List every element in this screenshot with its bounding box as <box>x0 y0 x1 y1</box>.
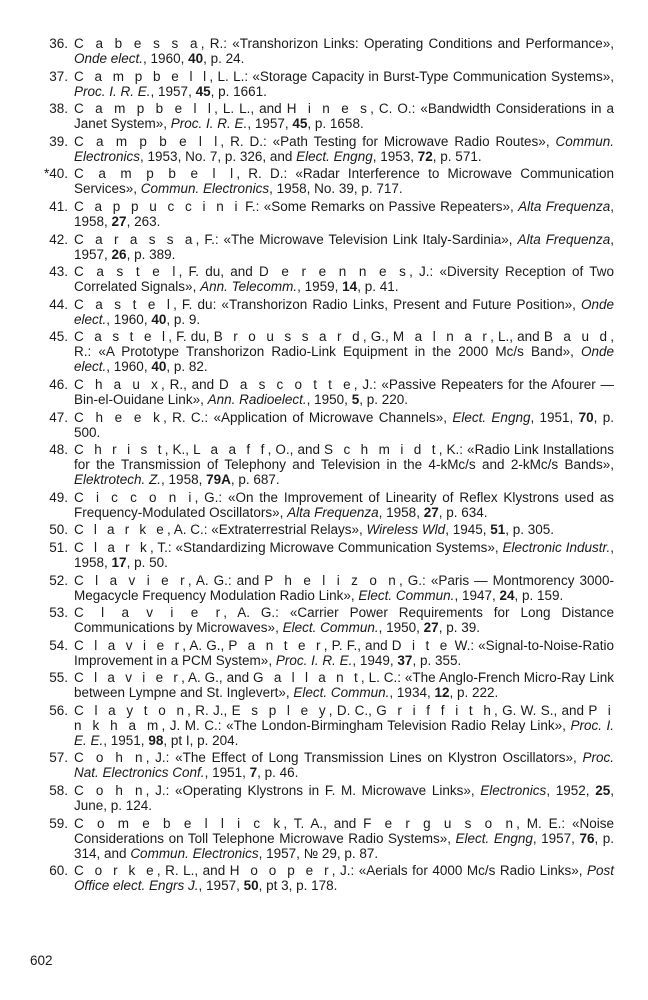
reference-author: C a r a s s a <box>74 231 196 247</box>
reference-volume: 26 <box>111 246 127 262</box>
reference-author: S c h m i d t <box>324 442 439 458</box>
reference-segment: , R. D.: «Radar Interference to Microwave Communication Services», <box>74 166 615 197</box>
reference-author: C l a v i e r <box>74 670 182 686</box>
reference-segment: , 1960, <box>106 311 152 327</box>
reference-segment: , L. C.: «The Anglo-French Micro-Ray Link between Lympne and St. Inglevert», <box>74 670 614 701</box>
reference-segment: , D. C., <box>328 702 377 718</box>
reference-number: 53. <box>49 605 68 621</box>
reference-volume: 5 <box>351 391 360 407</box>
reference-number: 47. <box>49 409 68 425</box>
reference-journal: Proc. I. R. E. <box>275 652 353 668</box>
reference-segment: , 263. <box>126 213 161 229</box>
reference-author: H i n e s <box>286 101 371 117</box>
reference-number: 38. <box>49 101 68 117</box>
reference-number: 51. <box>49 539 68 555</box>
reference-segment: , R. J., <box>187 702 232 718</box>
reference-segment: , F. du: «Transhorizon Radio Links, Present and Future Position», <box>173 296 581 312</box>
reference-segment: , C. O.: «Bandwidth Considerations in a Janet System», <box>74 101 614 132</box>
reference-segment: , p. 9. <box>166 311 201 327</box>
reference-number: 37. <box>49 68 68 84</box>
page-number: 602 <box>30 953 53 968</box>
reference-volume: 72 <box>417 148 433 164</box>
reference-segment: , J. M. C.: «The London-Birmingham Television Radio Relay Link», <box>161 717 571 733</box>
reference-segment: , L., and <box>490 329 544 345</box>
reference-number: 52. <box>49 572 68 588</box>
reference-segment: , 1958, <box>74 539 614 570</box>
reference-text <box>74 490 614 520</box>
reference-segment: , 1957, <box>247 116 293 132</box>
reference-volume: 27 <box>111 213 127 229</box>
reference-segment: , p. 634. <box>438 504 488 520</box>
reference-segment: , p. 355. <box>412 652 462 668</box>
reference-author: C a s t e l <box>74 296 174 312</box>
reference-journal: Electronics <box>480 783 547 799</box>
reference-segment: , 1952, <box>546 783 596 799</box>
reference-segment: , p. 24. <box>203 51 245 66</box>
reference-segment: , R.: «Transhorizon Links: Operating Conditions and Performance», <box>200 36 614 51</box>
reference-entry <box>24 490 614 520</box>
reference-segment: , p. 46. <box>257 765 299 781</box>
reference-text <box>74 816 614 861</box>
reference-text <box>74 166 614 196</box>
reference-segment: , 1951, <box>530 409 579 425</box>
reference-author: B r o u s s a r d <box>213 329 363 345</box>
reference-segment: , 1960, <box>143 51 189 66</box>
reference-text <box>74 573 614 603</box>
reference-journal: Proc. I. R. E. <box>74 83 151 99</box>
reference-author: C a p p u c c i n i <box>74 198 241 214</box>
reference-segment: , p. 222. <box>449 685 499 701</box>
reference-segment: , L. L., and <box>214 101 287 117</box>
reference-number: 56. <box>49 702 68 718</box>
reference-segment: , A. C.: «Extraterrestrial Relays», <box>166 522 367 538</box>
reference-segment: , G., <box>362 329 393 345</box>
reference-segment: , p. 82. <box>166 359 208 375</box>
reference-segment: , K., <box>164 442 194 458</box>
reference-journal: Wireless Wld <box>366 522 446 538</box>
reference-segment: , p. 305. <box>505 522 555 538</box>
reference-journal: Ann. Telecomm. <box>200 279 298 295</box>
reference-journal: Onde elect. <box>74 51 144 66</box>
reference-segment: , 1945, <box>445 522 491 538</box>
reference-segment: , A. G.: «Carrier Power Requirements for Long Distance Communications by Microwaves», <box>74 605 614 636</box>
reference-segment: , T.: «Standardizing Microwave Communication Systems», <box>149 539 503 555</box>
reference-volume: 51 <box>490 522 506 538</box>
reference-segment: , 1934, <box>389 685 435 701</box>
reference-journal: Elect. Engng <box>452 409 531 425</box>
reference-volume: 45 <box>292 116 308 132</box>
reference-text <box>74 297 614 327</box>
reference-segment: , June, p. 124. <box>74 783 614 814</box>
reference-segment: , 1958, No. 39, p. 717. <box>269 181 403 197</box>
reference-entry <box>24 134 614 164</box>
reference-text <box>74 264 614 294</box>
reference-list <box>24 36 614 896</box>
reference-entry <box>24 522 614 537</box>
reference-entry <box>24 329 614 374</box>
reference-segment: , L. L.: «Storage Capacity in Burst-Type Communication Systems», <box>209 68 614 84</box>
reference-segment: , pt I, p. 204. <box>163 732 239 748</box>
reference-entry <box>24 199 614 229</box>
reference-segment: , p. 39. <box>438 620 480 636</box>
reference-text <box>74 101 614 131</box>
reference-segment: , K.: «Radio Link Installations for the Transmission of Telephony and Television in the 4-kMc/s and 2-kMc/s Bands», <box>74 442 614 473</box>
reference-volume: 50 <box>243 878 259 894</box>
reference-segment: , 1951, <box>103 732 149 748</box>
reference-segment: , 1958, <box>161 472 207 488</box>
reference-segment: , p. 314, and <box>74 830 614 861</box>
reference-text <box>74 69 614 99</box>
reference-segment: , p. 220. <box>359 391 408 407</box>
reference-segment: , R. L., and <box>156 863 230 879</box>
reference-number: 55. <box>49 670 68 686</box>
reference-author: L a a f f <box>193 442 268 458</box>
reference-segment: , F.: «The Microwave Television Link Italy-Sardinia», <box>195 231 518 247</box>
reference-segment: , J.: «Operating Klystrons in F. M. Microwave Links», <box>145 783 481 799</box>
reference-journal: Alta Frequenza <box>517 231 611 247</box>
reference-author: D i t e <box>391 637 451 653</box>
reference-journal: Alta Frequenza <box>518 198 611 214</box>
reference-segment: , G.: «Paris — Montmorency 3000-Megacycle Frequency Modulation Radio Link», <box>74 572 615 603</box>
reference-segment: , R. C.: «Application of Microwave Channels», <box>163 409 453 425</box>
reference-author: P a n t e r <box>228 637 324 653</box>
reference-journal: Onde elect. <box>74 344 614 375</box>
reference-author: P i n k h a m <box>74 702 614 733</box>
reference-entry <box>24 750 614 780</box>
reference-segment: , T. A., and <box>283 815 364 831</box>
reference-volume: 14 <box>342 279 358 295</box>
reference-segment: , p. 1658. <box>307 116 364 132</box>
reference-segment: , 1950, <box>306 391 352 407</box>
reference-text <box>74 783 614 813</box>
reference-entry <box>24 442 614 487</box>
reference-volume: 40 <box>151 359 167 375</box>
reference-segment: , p. 159. <box>514 587 564 603</box>
reference-entry <box>24 377 614 407</box>
reference-segment: , 1957, <box>532 830 580 846</box>
reference-segment: , 1953, <box>372 148 418 164</box>
reference-author: C h e e k <box>74 409 164 425</box>
reference-author: C o m e b e l l i c k <box>74 815 284 831</box>
reference-journal: Elect. Commun. <box>293 685 390 701</box>
reference-entry <box>24 703 614 748</box>
reference-text <box>74 522 614 537</box>
reference-volume: 27 <box>423 504 439 520</box>
reference-journal: Elect. Commun. <box>358 587 455 603</box>
reference-segment: , pt 3, p. 178. <box>258 878 338 894</box>
reference-author: C o h n <box>74 750 146 766</box>
reference-number: 39. <box>49 133 68 149</box>
reference-volume: 40 <box>151 311 167 327</box>
reference-segment: W.: «Signal-to-Noise-Ratio Improvement in a PCM System», <box>74 637 614 668</box>
reference-number: 60. <box>49 863 68 879</box>
reference-segment: , F. du, <box>168 329 214 345</box>
reference-author: C h a u x <box>74 376 162 392</box>
reference-author: E s p l e y <box>231 702 329 718</box>
reference-volume: 25 <box>595 783 611 799</box>
reference-author: C l a y t o n <box>74 702 188 718</box>
reference-author: H o o p e r <box>229 863 332 879</box>
reference-volume: 7 <box>249 765 258 781</box>
reference-number: 58. <box>49 783 68 799</box>
reference-entry <box>24 783 614 813</box>
reference-segment: , 1958, <box>378 504 424 520</box>
reference-segment: , p. 1661. <box>210 83 267 99</box>
reference-entry <box>24 69 614 99</box>
reference-segment: , A. G., and <box>181 670 254 686</box>
reference-text <box>74 605 614 635</box>
reference-text <box>74 329 614 374</box>
reference-segment: , P. F., and <box>323 637 392 653</box>
reference-segment: , 1957, <box>74 231 614 262</box>
reference-number: 48. <box>49 442 68 458</box>
reference-entry <box>24 638 614 668</box>
reference-author: C o r k e <box>74 863 157 879</box>
reference-number: 45. <box>49 329 68 345</box>
reference-segment: , J.: «Passive Repeaters for the Afourer — Bin-el-Ouidane Link», <box>74 376 614 407</box>
reference-number: 41. <box>49 198 68 214</box>
reference-number: 43. <box>49 264 68 280</box>
reference-segment: , 1957, <box>198 878 244 894</box>
reference-entry <box>24 297 614 327</box>
reference-segment: , R.: «A Prototype Transhorizon Radio-Link Equipment in the 2000 Mc/s Band», <box>74 329 614 360</box>
reference-author: C a m p b e l l <box>74 166 237 182</box>
reference-text <box>74 750 614 780</box>
reference-number: 59. <box>49 815 68 831</box>
reference-number: *40. <box>43 166 68 182</box>
reference-journal: Post Office elect. Engrs J. <box>74 863 614 894</box>
reference-text <box>74 199 614 229</box>
reference-segment: , 1950, <box>378 620 424 636</box>
reference-segment: , p. 50. <box>126 554 168 570</box>
reference-volume: 76 <box>579 830 595 846</box>
reference-volume: 40 <box>188 51 204 66</box>
reference-segment: , p. 389. <box>126 246 176 262</box>
reference-author: C a m p b e l l <box>74 133 221 149</box>
reference-text <box>74 540 614 570</box>
reference-volume: 27 <box>423 620 439 636</box>
reference-author: C l a v i e r <box>74 637 183 653</box>
reference-segment: , p. 500. <box>74 409 614 440</box>
reference-segment: , A. G.: and <box>187 572 265 588</box>
reference-volume: 98 <box>148 732 164 748</box>
reference-segment: , R., and <box>161 376 219 392</box>
reference-author: C a s t e l <box>74 264 179 280</box>
reference-author: D a s c o t t e <box>218 376 354 392</box>
reference-volume: 70 <box>578 409 594 425</box>
reference-journal: Electronic Industr. <box>502 539 611 555</box>
reference-entry <box>24 166 614 196</box>
reference-text <box>74 670 614 700</box>
reference-volume: 24 <box>499 587 515 603</box>
reference-author: F e r g u s o n <box>363 815 517 831</box>
reference-volume: 37 <box>397 652 413 668</box>
reference-journal: Elektrotech. Z. <box>74 472 162 488</box>
reference-number: 50. <box>49 522 68 538</box>
reference-segment: , 1953, No. 7, p. 326, and <box>140 148 297 164</box>
reference-author: C a m p b e l l <box>74 101 215 117</box>
reference-journal: Elect. Commun. <box>282 620 379 636</box>
reference-text <box>74 703 614 748</box>
reference-entry <box>24 101 614 131</box>
reference-author: G a l l a n t <box>253 670 361 686</box>
reference-segment: , 1957, № 29, p. 87. <box>258 845 379 861</box>
reference-segment: , 1960, <box>106 359 152 375</box>
reference-journal: Commun. Electronics <box>140 181 270 197</box>
reference-segment: , G.: «On the Improvement of Linearity of Reflex Klystrons used as Frequency-Modulated Oscillators», <box>74 489 615 520</box>
reference-segment: , 1958, <box>74 198 614 229</box>
reference-segment: , 1951, <box>204 765 250 781</box>
reference-author: C l a v i e r <box>74 605 224 621</box>
reference-number: 42. <box>49 231 68 247</box>
reference-segment: , p. 41. <box>357 279 399 295</box>
reference-author: P h e l i z o n <box>264 572 400 588</box>
reference-number: 44. <box>49 296 68 312</box>
reference-number: 36. <box>49 36 68 51</box>
reference-entry <box>24 264 614 294</box>
reference-segment: , G. W. S., and <box>494 702 589 718</box>
reference-number: 46. <box>49 376 68 392</box>
reference-volume: 45 <box>195 83 211 99</box>
reference-volume: 79A <box>206 472 231 488</box>
reference-segment: , O., and <box>267 442 325 458</box>
reference-entry <box>24 863 614 893</box>
reference-segment: , J.: «Aerials for 4000 Mc/s Radio Links», <box>331 863 587 879</box>
reference-segment: , F. du, and <box>178 264 259 280</box>
reference-journal: Commun. Electronics <box>74 133 614 164</box>
reference-text <box>74 638 614 668</box>
reference-entry <box>24 410 614 440</box>
reference-text <box>74 442 614 487</box>
reference-journal: Ann. Radioelect. <box>207 391 307 407</box>
reference-entry <box>24 605 614 635</box>
reference-author: C o h n <box>74 783 146 799</box>
reference-segment: , J.: «Diversity Reception of Two Correlated Signals», <box>74 264 614 295</box>
reference-journal: Elect. Engng <box>296 148 373 164</box>
reference-author: D e r e n n e s <box>258 264 410 280</box>
reference-author: C a s t e l <box>74 329 169 345</box>
reference-text <box>74 36 614 66</box>
reference-author: C h r i s t <box>74 442 165 458</box>
reference-segment: , 1959, <box>297 279 343 295</box>
reference-author: C l a v i e r <box>74 572 188 588</box>
reference-number: 54. <box>49 637 68 653</box>
reference-entry <box>24 670 614 700</box>
reference-author: C i c c o n i <box>74 489 195 505</box>
reference-journal: Elect. Engng <box>455 830 533 846</box>
reference-segment: , 1957, <box>150 83 196 99</box>
reference-author: B a u d <box>543 329 611 345</box>
reference-author: C l a r k <box>74 539 150 555</box>
reference-entry <box>24 232 614 262</box>
reference-text <box>74 134 614 164</box>
reference-journal: Proc. I. E. E. <box>74 717 614 748</box>
reference-segment: , M. E.: «Noise Considerations on Toll Telephone Microwave Radio Systems», <box>74 815 615 846</box>
reference-volume: 17 <box>111 554 127 570</box>
reference-segment: , p. 571. <box>432 148 482 164</box>
reference-journal: Onde elect. <box>74 296 614 327</box>
reference-number: 49. <box>49 489 68 505</box>
reference-author: C a b e s s a <box>74 36 201 51</box>
reference-number: 57. <box>49 750 68 766</box>
reference-journal: Proc. Nat. Electronics Conf. <box>74 750 614 781</box>
reference-segment: , p. 687. <box>230 472 280 488</box>
reference-segment: , J.: «The Effect of Long Transmission Lines on Klystron Oscillators», <box>145 750 583 766</box>
reference-text <box>74 232 614 262</box>
reference-segment: , A. G., <box>182 637 229 653</box>
reference-author: C l a r k e <box>74 522 167 538</box>
reference-segment: , 1949, <box>352 652 398 668</box>
reference-segment: , 1947, <box>454 587 500 603</box>
reference-text <box>74 410 614 440</box>
reference-journal: Proc. I. R. E. <box>170 116 248 132</box>
reference-segment: F.: «Some Remarks on Passive Repeaters», <box>240 198 519 214</box>
reference-author: M a l n a r <box>392 329 491 345</box>
reference-entry <box>24 36 614 66</box>
reference-journal: Alta Frequenza <box>287 504 379 520</box>
reference-author: C a m p b e l l <box>74 68 210 84</box>
reference-author: G r i f f i t h <box>376 702 495 718</box>
reference-volume: 12 <box>434 685 450 701</box>
reference-entry <box>24 540 614 570</box>
reference-text <box>74 863 614 893</box>
reference-segment: , R. D.: «Path Testing for Microwave Radio Routes», <box>220 133 556 149</box>
reference-entry <box>24 816 614 861</box>
reference-entry <box>24 573 614 603</box>
reference-text <box>74 377 614 407</box>
reference-journal: Commun. Electronics <box>130 845 259 861</box>
